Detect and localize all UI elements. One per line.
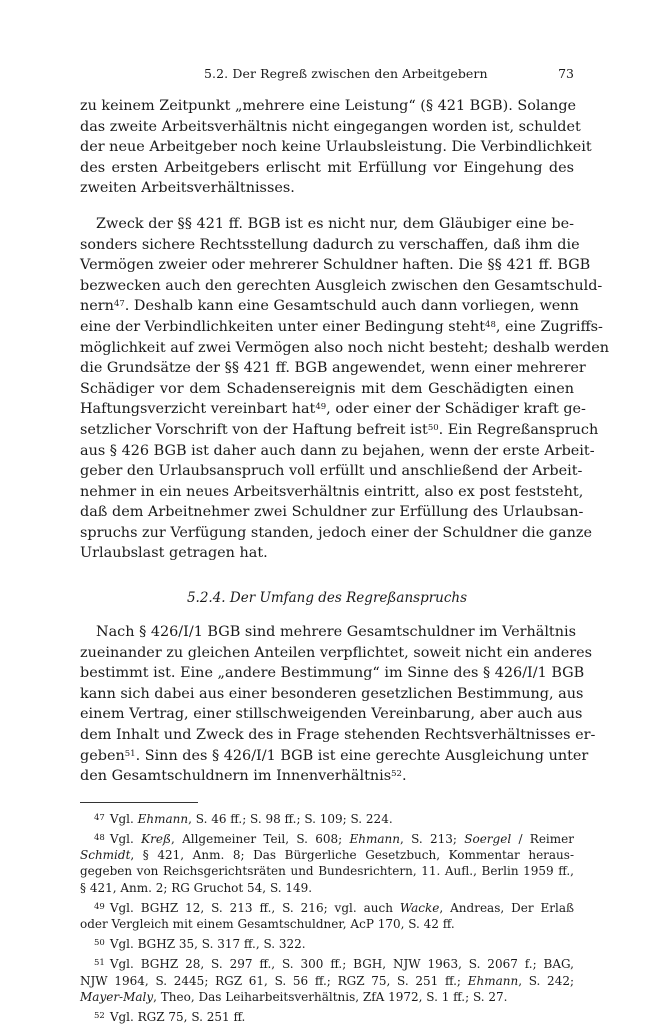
footnote-48 (80, 831, 574, 896)
running-head (80, 66, 574, 84)
footnote-number: 48 (94, 833, 105, 844)
footnote-divider (80, 802, 198, 803)
footnote-number: 47 (94, 812, 105, 823)
text-line: spruchs zur Verfügung standen, jedoch einer der Schuldner die ganze (80, 524, 592, 541)
text-line: aus § 426 BGB ist daher auch dann zu bejahen, wenn der erste Arbeit- (80, 442, 595, 459)
text-line: die Grundsätze der §§ 421 ff. BGB angewendet, wenn einer mehrerer (80, 360, 586, 377)
page-body (80, 96, 610, 1029)
footnote-author: Soergel (464, 832, 512, 847)
text-line: Vermögen zweier oder mehrerer Schuldner haften. Die §§ 421 ff. BGB (80, 257, 591, 274)
footnote-line (80, 956, 574, 972)
footnote-ref-51[interactable]: 51 (124, 748, 136, 759)
paragraph-1 (80, 96, 592, 199)
footnote-47 (80, 811, 574, 827)
text-line: sonders sichere Rechtsstellung dadurch zu verschaffen, daß ihm die (80, 236, 580, 253)
footnote-author: Wacke (399, 900, 440, 915)
footnote-line (80, 900, 574, 916)
footnote-line (80, 831, 574, 847)
footnote-text: NJW 1964, S. 2445; RGZ 61, S. 56 ff.; RGZ 75, S. 251 ff.; (80, 973, 468, 988)
footnote-text: Vgl. RGZ 75, S. 251 ff. (109, 1010, 246, 1025)
footnote-50 (80, 936, 574, 952)
footnote-line: § 421, Anm. 2; RG Gruchot 54, S. 149. (80, 880, 313, 895)
footnote-ref-49[interactable]: 49 (315, 402, 327, 413)
footnote-51 (80, 956, 574, 1005)
footnote-text: Vgl. BGHZ 28, S. 297 ff., S. 300 ff.; BGH, NJW 1963, S. 2067 f.; BAG, (109, 957, 574, 972)
footnote-number: 51 (94, 958, 105, 969)
footnote-text: Vgl. (109, 832, 142, 847)
text-fragment: Haftungsverzicht vereinbart hat (80, 401, 316, 418)
footnote-line: oder Vergleich mit einem Gesamtschuldner, AcP 170, S. 42 ff. (80, 917, 455, 932)
text-fragment: , eine Zugriffs- (495, 318, 603, 335)
footnote-text: Vgl. BGHZ 12, S. 213 ff., S. 216; vgl. auch (109, 900, 400, 915)
text-fragment: setzlicher Vorschrift von der Haftung befreit ist (80, 421, 428, 438)
text-fragment: . Ein Regreßanspruch (438, 421, 599, 438)
footnote-line (80, 811, 574, 827)
footnote-number: 50 (94, 938, 105, 949)
text-line: Nach § 426/I/1 BGB sind mehrere Gesamtschuldner im Verhältnis (96, 624, 576, 641)
section-heading: 5.2.4. Der Umfang des Regreßanspruchs (186, 590, 468, 607)
footnote-line (80, 936, 574, 952)
text-line: bezwecken auch den gerechten Ausgleich zwischen den Gesamtschuld- (80, 277, 603, 294)
paragraph-2 (80, 214, 610, 564)
footnote-author: Mayer-Maly (80, 989, 154, 1004)
text-line: kann sich dabei aus einer besonderen gesetzlichen Bestimmung, aus (80, 685, 584, 702)
text-line: möglichkeit auf zwei Vermögen also noch nicht besteht; deshalb werden (80, 339, 610, 356)
footnote-text: , Theo, Das Leiharbeitsverhältnis, ZfA 1972, S. 1 ff.; S. 27. (153, 989, 508, 1004)
footnote-line (80, 989, 574, 1005)
footnote-text: , Andreas, Der Erlaß (439, 900, 574, 915)
text-line: des ersten Arbeitgebers erlischt mit Erfüllung vor Eingehung des (80, 159, 574, 176)
footnote-line (80, 973, 574, 989)
footnote-line (80, 1009, 574, 1025)
footnote-number: 49 (94, 901, 105, 912)
footnote-line (80, 847, 574, 863)
footnote-text: , Allgemeiner Teil, S. 608; (170, 832, 350, 847)
text-line: einem Vertrag, einer stillschweigenden Vereinbarung, aber auch aus (80, 706, 583, 723)
text-line (80, 766, 574, 787)
text-fragment: . (401, 768, 407, 785)
text-line: daß dem Arbeitnehmer zwei Schuldner zur Erfüllung des Urlaubsan- (80, 504, 584, 521)
footnote-line: gegeben von Reichsgerichtsräten und Bundesrichtern, 11. Aufl., Berlin 1959 ff., (80, 864, 574, 879)
text-line (80, 296, 579, 317)
footnote-author: Ehmann (137, 811, 189, 826)
text-line: dem Inhalt und Zweck des in Frage stehenden Rechtsverhältnisses er- (80, 727, 596, 744)
footnote-text: , S. 242; (518, 973, 575, 988)
footnote-text: , S. 46 ff.; S. 98 ff.; S. 109; S. 224. (188, 811, 393, 826)
footnote-49 (80, 900, 574, 932)
footnote-text: Vgl. (109, 811, 138, 826)
running-head-title: 5.2. Der Regreß zwischen den Arbeitgebern (204, 66, 488, 81)
footnote-text: / Reimer (511, 832, 574, 847)
text-line: zueinander zu gleichen Anteilen verpflichtet, soweit nicht ein anderes (80, 644, 593, 661)
text-fragment: . Sinn des § 426/I/1 BGB ist eine gerechte Ausgleichung unter (135, 747, 589, 764)
footnote-text: Vgl. BGHZ 35, S. 317 ff., S. 322. (109, 937, 306, 952)
text-line: nehmer in ein neues Arbeitsverhältnis eintritt, also ex post feststeht, (80, 483, 584, 500)
text-fragment: . Deshalb kann eine Gesamtschuld auch dann vorliegen, wenn (124, 298, 579, 315)
footnote-author: Schmidt (80, 848, 131, 863)
footnote-52 (80, 1009, 574, 1025)
footnote-number: 52 (94, 1011, 105, 1022)
paragraph-3 (80, 622, 596, 787)
text-line: Zweck der §§ 421 ff. BGB ist es nicht nur, dem Gläubiger eine be- (96, 215, 574, 232)
text-line: zu keinem Zeitpunkt „mehrere eine Leistung“ (§ 421 BGB). Solange (80, 98, 577, 114)
footnote-ref-50[interactable]: 50 (427, 422, 439, 433)
text-fragment: nern (80, 298, 114, 315)
text-line (80, 399, 586, 420)
text-line: Schädiger vor dem Schadensereignis mit dem Geschädigten einen (80, 380, 574, 397)
footnote-ref-47[interactable]: 47 (113, 299, 125, 310)
text-line: geber den Urlaubsanspruch voll erfüllt und anschließend der Arbeit- (80, 463, 583, 480)
text-line: der neue Arbeitgeber noch keine Urlaubsleistung. Die Verbindlichkeit (80, 139, 592, 156)
text-line: bestimmt ist. Eine „andere Bestimmung“ im Sinne des § 426/I/1 BGB (80, 665, 585, 682)
page-number: 73 (558, 66, 574, 81)
text-line (80, 420, 599, 441)
footnote-ref-52[interactable]: 52 (391, 769, 402, 780)
text-line: Urlaubslast getragen hat. (80, 545, 268, 562)
text-line (80, 317, 603, 338)
text-fragment: den Gesamtschuldnern im Innenverhältnis (80, 768, 392, 785)
footnote-author: Ehmann (467, 973, 519, 988)
text-line (80, 746, 589, 767)
text-fragment: eine der Verbindlichkeiten unter einer Bedingung steht (80, 318, 486, 335)
footnote-author: Ehmann (349, 832, 400, 847)
text-line: das zweite Arbeitsverhältnis nicht eingegangen worden ist, schuldet (80, 118, 581, 135)
text-fragment: geben (80, 747, 125, 764)
footnote-text: , § 421, Anm. 8; Das Bürgerliche Gesetzbuch, Kommentar heraus- (130, 848, 574, 863)
footnote-text: , S. 213; (399, 832, 465, 847)
footnote-ref-48[interactable]: 48 (485, 319, 496, 330)
text-fragment: , oder einer der Schädiger kraft ge- (326, 401, 586, 418)
text-line: zweiten Arbeitsverhältnisses. (80, 180, 295, 197)
footnote-author: Kreß (141, 832, 171, 847)
